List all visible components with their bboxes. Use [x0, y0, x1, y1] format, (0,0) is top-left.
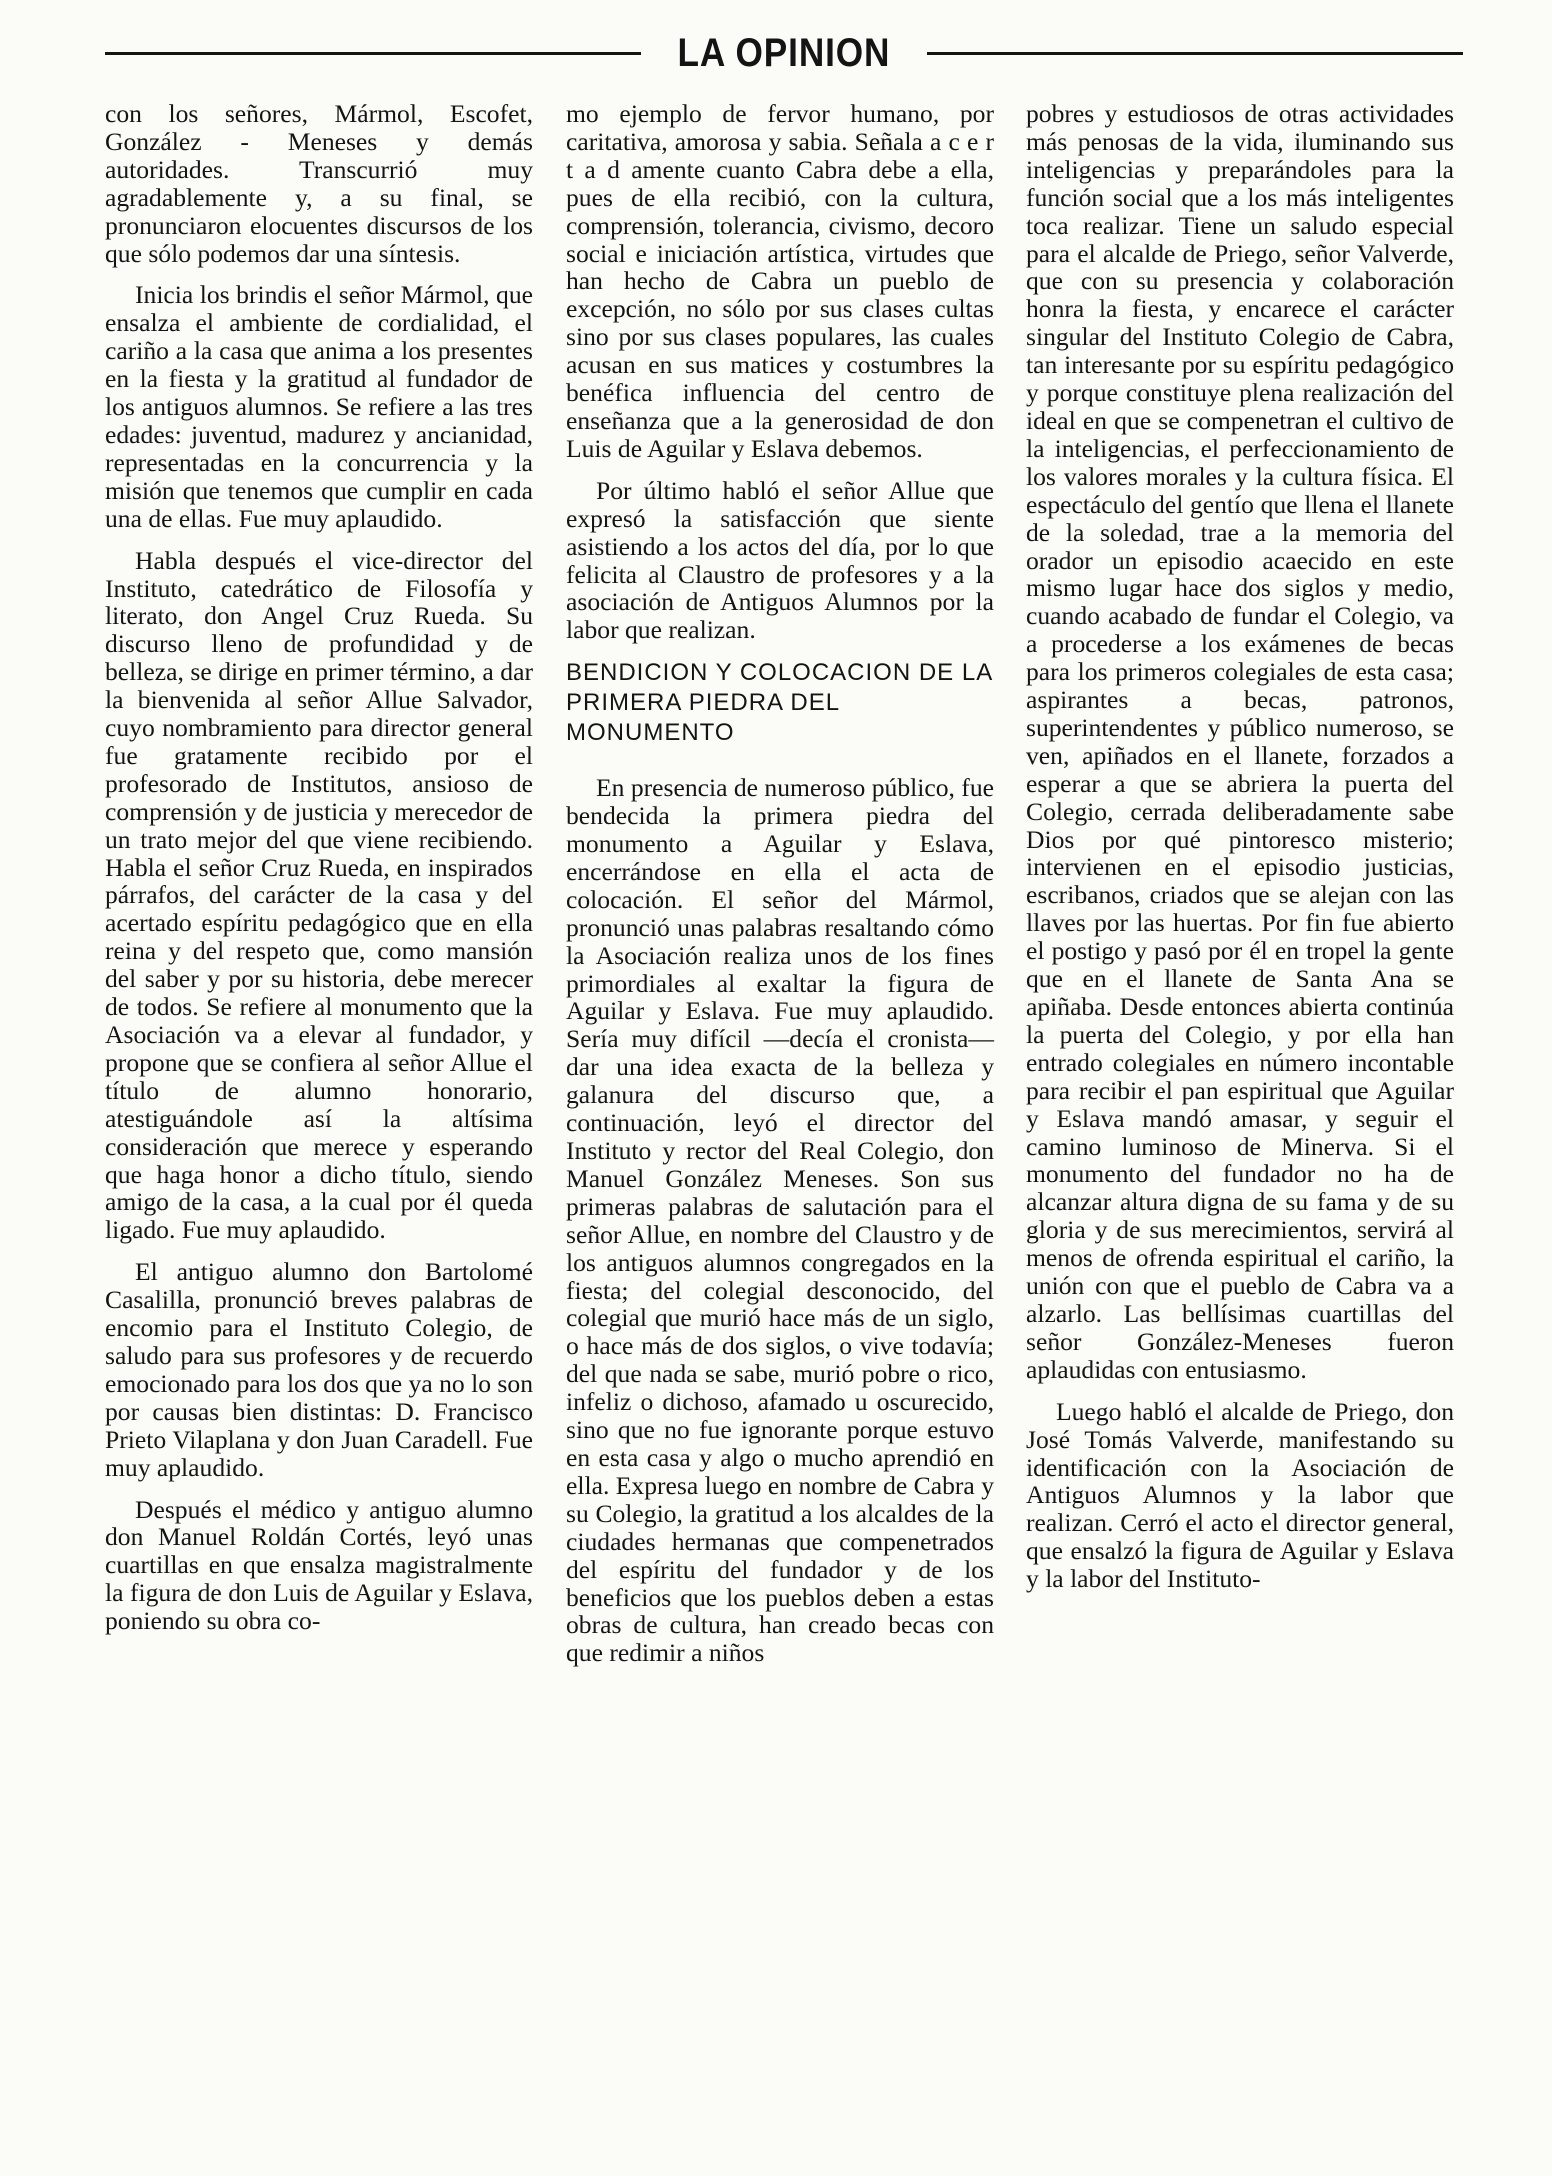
paragraph: con los señores, Mármol, Escofet, González - Meneses y demás autoridades. Transcurrió muy agradablemente y, a su final, se pronunciaron elocuentes discursos de los que sólo podemos dar una síntesis.: [105, 99, 533, 268]
column-1: [105, 100, 533, 1649]
paragraph: Luego habló el alcalde de Priego, don José Tomás Valverde, manifestando su identificación con la Asociación de Antiguos Alumnos y la labor que realizan. Cerró el acto el director general, que ensalzó la figura de Aguilar y Eslava y la labor del Instituto-: [1026, 1396, 1454, 1594]
column-2: [566, 100, 994, 1681]
paragraph: Habla después el vice-director del Instituto, catedrático de Filosofía y literato, don Angel Cruz Rueda. Su discurso lleno de profundidad y de belleza, se dirige en primer término, a dar la bienvenida al señor Allue Salvador, cuyo nombramiento para director general fue gratamente recibido por el profesorado de Institutos, ansioso de comprensión y de justicia y merecedor de un trato mejor del que viene recibiendo. Habla el señor Cruz Rueda, en inspirados párrafos, del carácter de la casa y del acertado espíritu pedagógico que en ella reina y del respeto que, como mansión del saber y por su historia, debe merecer de todos. Se refiere al monumento que la Asociación va a elevar al fundador, y propone que se confiera al señor Allue el título de alumno honorario, atestiguándole así la altísima consideración que merece y esperando que haga honor a dicho título, siendo amigo de la casa, a la cual por él queda ligado. Fue muy aplaudido.: [105, 545, 533, 1245]
paragraph: Por último habló el señor Allue que expresó la satisfacción que siente asistiendo a los actos del día, por lo que felicita al Claustro de profesores y a la asociación de Antiguos Alumnos por la labor que realizan.: [566, 475, 994, 645]
section-heading: BENDICION Y COLOCACION DE LA PRIMERA PIEDRA DEL MONUMENTO: [566, 659, 992, 747]
paragraph: En presencia de numeroso público, fue bendecida la primera piedra del monumento a Aguilar y Eslava, encerrándose en ella el acta de colocación. El señor del Mármol, pronunció unas palabras resaltando cómo la Asociación realiza unos de los fines primordiales al exaltar la figura de Aguilar y Eslava. Fue muy aplaudido. Sería muy difícil —decía el cronista— dar una idea exacta de la belleza y galanura del discurso que, a continuación, leyó el director del Instituto y rector del Real Colegio, don Manuel González Meneses. Son sus primeras palabras de salutación para el señor Allue, en nombre del Claustro y de los antiguos alumnos congregados en la fiesta; del colegial desconocido, del colegial que murió hace más de un siglo, o hace más de dos siglos, o vive todavía; del que nada se sabe, murió pobre o rico, infeliz o dichoso, afamado u oscurecido, sino que no fue ignorante porque estuvo en esta casa y algo o mucho aprendió en ella. Expresa luego en nombre de Cabra y su Colegio, la gratitud a los alcaldes de la ciudades hermanas que compenetrados del espíritu del fundador y de los beneficios que los pueblos deben a estas obras de cultura, han creado becas con que redimir a niños: [566, 773, 994, 1668]
paragraph: Inicia los brindis el señor Mármol, que ensalza el ambiente de cordialidad, el cariño a la casa que anima a los presentes en la fiesta y la gratitud al fundador de los antiguos alumnos. Se refiere a las tres edades: juventud, madurez y ancianidad, representadas en la concurrencia y la misión que tenemos que cumplir en cada una de ellas. Fue muy aplaudido.: [105, 280, 533, 533]
masthead-rule-right: [927, 52, 1463, 55]
column-3: [1026, 100, 1454, 1607]
paragraph: El antiguo alumno don Bartolomé Casalilla, pronunció breves palabras de encomio para el Instituto Colegio, de saludo para sus profesores y de recuerdo emocionado para los dos que ya no lo son por causas bien distintas: D. Francisco Prieto Vilaplana y don Juan Caradell. Fue muy aplaudido.: [105, 1257, 533, 1482]
masthead-rule-left: [105, 52, 641, 55]
paragraph: Después el médico y antiguo alumno don Manuel Roldán Cortés, leyó unas cuartillas en que ensalza magistralmente la figura de don Luis de Aguilar y Eslava, poniendo su obra co-: [105, 1494, 533, 1636]
masthead: [105, 18, 1463, 88]
paragraph: pobres y estudiosos de otras actividades más penosas de la vida, iluminando sus inteligencias y preparándoles para la función social que a los más inteligentes toca realizar. Tiene un saludo especial para el alcalde de Priego, señor Valverde, que con su presencia y colaboración honra la fiesta, y encarece el carácter singular del Instituto Colegio de Cabra, tan interesante por su espíritu pedagógico y porque constituye plena realización del ideal en que se compenetran el cultivo de la inteligencias, el perfeccionamiento de los valores morales y la cultura física. El espectáculo del gentío que llena el llanete de la soledad, trae a la memoria del orador un episodio acaecido en este mismo lugar hace dos siglos y medio, cuando acabado de fundar el Colegio, va a procederse a los exámenes de becas para los primeros colegiales de esta casa; aspirantes a becas, patronos, superintendentes y público numeroso, se ven, apiñados en el llanete, forzados a esperar a que se abriera la puerta del Colegio, cerrada deliberadamente sabe Dios por qué pintoresco misterio; intervienen en el episodio justicias, escribanos, criados que se alejan con las llaves por las huertas. Por fin fue abierto el postigo y pasó por él en tropel la gente que en el llanete de Santa Ana se apiñaba. Desde entonces abierta continúa la puerta del Colegio, y por ella han entrado colegiales en número incontable para recibir el pan espiritual que Aguilar y Eslava mandó amasar, y seguir el camino luminoso de Minerva. Si el monumento del fundador no ha de alcanzar altura digna de su fama y de su gloria y de sus merecimientos, servirá al menos de ofrenda espiritual el cariño, la unión con que el pueblo de Cabra va a alzarlo. Las bellísimas cuartillas del señor González-Meneses fueron aplaudidas con entusiasmo.: [1026, 99, 1454, 1384]
paragraph: mo ejemplo de fervor humano, por caritativa, amorosa y sabia. Señala a c e r t a d amente cuanto Cabra debe a ella, pues de ella recibió, con la cultura, comprensión, tolerancia, civismo, decoro social e iniciación artística, virtudes que han hecho de Cabra un pueblo de excepción, no sólo por sus clases cultas sino por sus clases populares, las cuales acusan en sus matices y costumbres la benéfica influencia del centro de enseñanza que a la generosidad de don Luis de Aguilar y Eslava debemos.: [566, 99, 994, 463]
page-title: LA OPINION: [677, 30, 891, 75]
